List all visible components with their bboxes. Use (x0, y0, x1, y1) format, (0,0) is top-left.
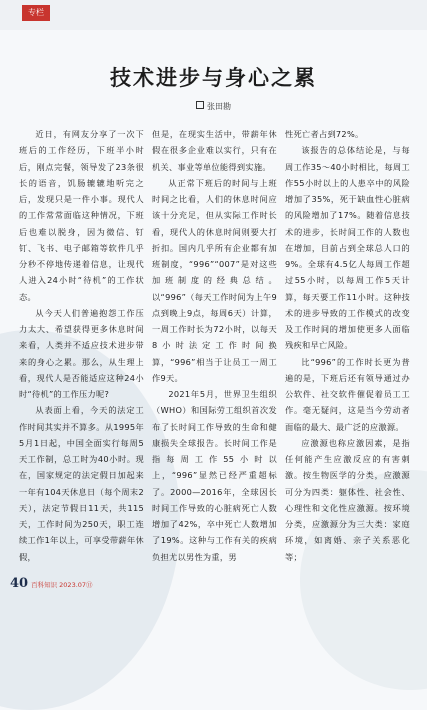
author-square-icon (196, 101, 204, 109)
paragraph: 应激源也称应激因素，是指任何能产生应激反应的有害刺激。按生物医学的分类，应激源可分为四类：躯体性、社会性、心理性和文化性应激源。按环境分类，应激源分为三大类：家庭环境，如离婚、亲子关系恶化等； (285, 437, 410, 562)
paragraph: 2021年5月，世界卫生组织（WHO）和国际劳工组织首次发布了长时间工作导致的生命和健康损失全球报告。长时间工作是指每周工作55小时以上，“996”显然已经严重超标了。2000—2016年，全球因长时间工作导致的心脏病死亡人数增加了42%，卒中死亡人数增加了19%。这种与工作有关的疾病负担尤以男性为重，男 (152, 389, 277, 562)
text-column-1 (19, 126, 144, 565)
paragraph: 从今天人们普遍抱怨工作压力太大、希望获得更多休息时间来看，人类并不适应技术进步带来的身心之累。那么，从生理上看，现代人是否能适应这种24小时“待机”的工作压力呢? (19, 307, 144, 399)
paragraph: 该报告的总体结论是，与每周工作35～40小时相比，每周工作55小时以上的人患卒中的风险增加了35%，死于缺血性心脏病的风险增加了17%。随着信息技术的进步，长时间工作的人数也在增加，目前占到全球总人口的9%。全球有4.5亿人每周工作超过55小时，以每周工作5天计算，每天要工作11小时。这种技术的进步导致的工作模式的改变及工作时间的增加使更多人面临残疾和早亡风险。 (285, 145, 410, 351)
paragraph: 近日，有网友分享了一次下班后的工作经历，下班半小时后，刚点完餐，领导发了23条很长的语音，饥肠辘辘地听完之后，发现只是一件小事。现代人的工作常常面临这种情况，下班后也难以脱身，因为微信、钉钉、飞书、电子邮箱等软件几乎分秒不停地传递着信息，让现代人进入24小时“待机”的工作状态。 (19, 129, 144, 302)
page-number: 40 (10, 576, 29, 591)
publication-info: 百科知识 2023.07⑪ (31, 581, 93, 589)
text-column-2 (152, 126, 277, 565)
author-name: 张田勘 (207, 102, 231, 111)
paragraph: 从表面上看，今天的法定工作时间其实并不算多。从1995年5月1日起，中国全面实行每周5天工作制，总工时为40小时。现在，国家规定的法定假日加起来一年有104天休息日（每个周末2天），法定节假日11天，共115天，工作时间为250天，职工连续工作1年以上，可享受带薪年休假， (19, 405, 144, 562)
paragraph: 从正常下班后的时间与上班时间之比看，人们的休息时间应该十分充足，但从实际工作时长看，现代人的休息时间则要大打折扣。国内几乎所有企业都有加班制度，“996”“007”是对这些加班制度的经典总结。以“996”（每天工作时间为上午9点到晚上9点，每周6天）计算，一周工作时长为72小时，以每天8小时法定工作时间换算，“996”相当于让员工一周工作9天。 (152, 177, 277, 383)
text-column-3 (285, 126, 410, 565)
article-title: 技术进步与身心之累 (110, 66, 317, 90)
paragraph: 性死亡者占到72%。 (285, 129, 364, 139)
paragraph: 但是，在现实生活中，带薪年休假在很多企业难以实行，只有在机关、事业等单位能得到实施。 (152, 129, 277, 172)
author-line (0, 101, 427, 112)
page-footer (10, 572, 93, 592)
header-bar (0, 0, 427, 30)
column-tag: 专栏 (22, 5, 50, 21)
paragraph: 比“996”的工作时长更为普遍的是，下班后还有领导通过办公软件、社交软件催促着员工工作。毫无疑问，这是当今劳动者面临的最大、最广泛的应激源。 (285, 356, 410, 432)
